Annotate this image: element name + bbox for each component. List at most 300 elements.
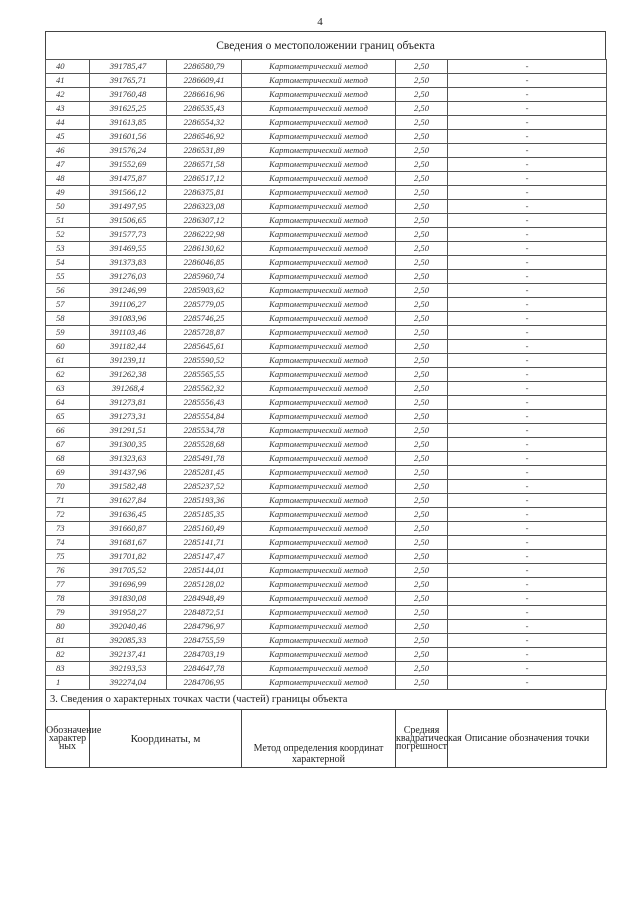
cell-method: Картометрический метод [242, 606, 396, 620]
cell-point-number: 80 [46, 620, 90, 634]
cell-coord-y: 2285903,62 [167, 284, 242, 298]
cell-description: - [448, 578, 607, 592]
table-row [46, 228, 607, 242]
table-row [46, 130, 607, 144]
cell-coord-x: 391262,38 [90, 368, 167, 382]
cell-coord-x: 391273,31 [90, 410, 167, 424]
cell-coord-y: 2285556,43 [167, 396, 242, 410]
cell-point-number: 53 [46, 242, 90, 256]
table-row [46, 102, 607, 116]
cell-coord-x: 391469,55 [90, 242, 167, 256]
cell-coord-y: 2285193,36 [167, 494, 242, 508]
cell-coord-x: 391576,24 [90, 144, 167, 158]
cell-point-number: 59 [46, 326, 90, 340]
table-row [46, 256, 607, 270]
cell-point-number: 75 [46, 550, 90, 564]
cell-coord-y: 2286517,12 [167, 172, 242, 186]
cell-point-number: 83 [46, 662, 90, 676]
cell-point-number: 50 [46, 200, 90, 214]
table-row [46, 284, 607, 298]
cell-coord-y: 2286616,96 [167, 88, 242, 102]
cell-coord-x: 391785,47 [90, 60, 167, 74]
cell-description: - [448, 200, 607, 214]
cell-point-number: 55 [46, 270, 90, 284]
cell-coord-x: 391625,25 [90, 102, 167, 116]
table-row [46, 578, 607, 592]
cell-coord-x: 391106,27 [90, 298, 167, 312]
cell-point-number: 49 [46, 186, 90, 200]
cell-description: - [448, 424, 607, 438]
cell-coord-x: 391765,71 [90, 74, 167, 88]
cell-method: Картометрический метод [242, 242, 396, 256]
cell-coord-y: 2286609,41 [167, 74, 242, 88]
cell-method: Картометрический метод [242, 438, 396, 452]
cell-description: - [448, 354, 607, 368]
cell-coord-y: 2285141,71 [167, 536, 242, 550]
cell-coord-x: 391627,84 [90, 494, 167, 508]
table-row [46, 620, 607, 634]
table-row [46, 242, 607, 256]
table-row [46, 522, 607, 536]
section-title: Сведения о местоположении границ объекта [45, 31, 606, 59]
table-row [46, 312, 607, 326]
cell-point-number: 69 [46, 466, 90, 480]
cell-error: 2,50 [396, 452, 448, 466]
cell-method: Картометрический метод [242, 536, 396, 550]
cell-coord-x: 391437,96 [90, 466, 167, 480]
cell-coord-y: 2286323,08 [167, 200, 242, 214]
cell-description: - [448, 648, 607, 662]
cell-error: 2,50 [396, 326, 448, 340]
cell-description: - [448, 228, 607, 242]
cell-description: - [448, 382, 607, 396]
cell-coord-x: 392137,41 [90, 648, 167, 662]
cell-coord-y: 2285237,52 [167, 480, 242, 494]
table-row [46, 186, 607, 200]
cell-description: - [448, 214, 607, 228]
part-points-table-header [45, 710, 607, 768]
cell-description: - [448, 522, 607, 536]
cell-method: Картометрический метод [242, 592, 396, 606]
cell-coord-y: 2285960,74 [167, 270, 242, 284]
cell-method: Картометрический метод [242, 256, 396, 270]
cell-description: - [448, 158, 607, 172]
table-row [46, 396, 607, 410]
cell-coord-y: 2284703,19 [167, 648, 242, 662]
cell-coord-x: 391582,48 [90, 480, 167, 494]
cell-method: Картометрический метод [242, 312, 396, 326]
table-row [46, 662, 607, 676]
cell-coord-x: 391323,63 [90, 452, 167, 466]
table-row [46, 592, 607, 606]
cell-method: Картометрический метод [242, 214, 396, 228]
cell-coord-x: 391681,67 [90, 536, 167, 550]
cell-method: Картометрический метод [242, 466, 396, 480]
cell-coord-y: 2286546,92 [167, 130, 242, 144]
cell-coord-y: 2284755,59 [167, 634, 242, 648]
cell-coord-x: 391705,52 [90, 564, 167, 578]
cell-coord-y: 2285528,68 [167, 438, 242, 452]
cell-point-number: 46 [46, 144, 90, 158]
cell-coord-x: 391552,69 [90, 158, 167, 172]
cell-description: - [448, 536, 607, 550]
cell-description: - [448, 130, 607, 144]
cell-coord-y: 2285590,52 [167, 354, 242, 368]
header-method: Метод определения координат характерной [242, 710, 396, 768]
cell-coord-y: 2286580,79 [167, 60, 242, 74]
cell-coord-y: 2285746,25 [167, 312, 242, 326]
table-row [46, 382, 607, 396]
table-row [46, 536, 607, 550]
cell-coord-y: 2285565,55 [167, 368, 242, 382]
cell-error: 2,50 [396, 214, 448, 228]
table-row [46, 648, 607, 662]
cell-description: - [448, 410, 607, 424]
cell-coord-y: 2284647,78 [167, 662, 242, 676]
cell-description: - [448, 186, 607, 200]
cell-point-number: 71 [46, 494, 90, 508]
cell-description: - [448, 620, 607, 634]
cell-coord-x: 391239,11 [90, 354, 167, 368]
cell-coord-x: 391300,35 [90, 438, 167, 452]
cell-error: 2,50 [396, 270, 448, 284]
cell-coord-x: 391246,99 [90, 284, 167, 298]
cell-method: Картометрический метод [242, 634, 396, 648]
cell-point-number: 68 [46, 452, 90, 466]
cell-method: Картометрический метод [242, 270, 396, 284]
cell-error: 2,50 [396, 298, 448, 312]
cell-error: 2,50 [396, 648, 448, 662]
cell-point-number: 54 [46, 256, 90, 270]
cell-coord-x: 391760,48 [90, 88, 167, 102]
cell-coord-x: 391601,56 [90, 130, 167, 144]
cell-error: 2,50 [396, 508, 448, 522]
cell-coord-y: 2286571,58 [167, 158, 242, 172]
cell-method: Картометрический метод [242, 326, 396, 340]
document-sheet [45, 31, 606, 768]
cell-description: - [448, 144, 607, 158]
cell-method: Картометрический метод [242, 648, 396, 662]
table-row [46, 494, 607, 508]
cell-coord-y: 2286375,81 [167, 186, 242, 200]
cell-description: - [448, 298, 607, 312]
cell-method: Картометрический метод [242, 116, 396, 130]
cell-method: Картометрический метод [242, 382, 396, 396]
cell-point-number: 58 [46, 312, 90, 326]
cell-description: - [448, 340, 607, 354]
cell-error: 2,50 [396, 466, 448, 480]
header-coordinates: Координаты, м [90, 710, 242, 768]
cell-error: 2,50 [396, 256, 448, 270]
cell-error: 2,50 [396, 172, 448, 186]
cell-description: - [448, 592, 607, 606]
cell-point-number: 72 [46, 508, 90, 522]
cell-method: Картометрический метод [242, 88, 396, 102]
table-row [46, 74, 607, 88]
cell-error: 2,50 [396, 228, 448, 242]
cell-description: - [448, 326, 607, 340]
cell-error: 2,50 [396, 634, 448, 648]
cell-error: 2,50 [396, 620, 448, 634]
cell-method: Картометрический метод [242, 662, 396, 676]
cell-coord-y: 2284872,51 [167, 606, 242, 620]
cell-coord-x: 391613,85 [90, 116, 167, 130]
cell-coord-x: 392274,04 [90, 676, 167, 690]
cell-error: 2,50 [396, 592, 448, 606]
table-row [46, 564, 607, 578]
table-row [46, 480, 607, 494]
cell-error: 2,50 [396, 60, 448, 74]
cell-error: 2,50 [396, 564, 448, 578]
cell-method: Картометрический метод [242, 298, 396, 312]
cell-coord-x: 391273,81 [90, 396, 167, 410]
cell-point-number: 48 [46, 172, 90, 186]
cell-error: 2,50 [396, 410, 448, 424]
cell-point-number: 60 [46, 340, 90, 354]
cell-method: Картометрический метод [242, 424, 396, 438]
table-row [46, 368, 607, 382]
cell-coord-x: 391497,95 [90, 200, 167, 214]
boundary-points-table [45, 59, 607, 690]
cell-error: 2,50 [396, 494, 448, 508]
cell-point-number: 63 [46, 382, 90, 396]
cell-method: Картометрический метод [242, 74, 396, 88]
cell-point-number: 41 [46, 74, 90, 88]
cell-method: Картометрический метод [242, 452, 396, 466]
cell-description: - [448, 102, 607, 116]
header-point-description: Описание обозначения точки [448, 710, 607, 768]
cell-method: Картометрический метод [242, 620, 396, 634]
cell-coord-x: 391577,73 [90, 228, 167, 242]
cell-point-number: 1 [46, 676, 90, 690]
cell-method: Картометрический метод [242, 186, 396, 200]
table-row [46, 158, 607, 172]
cell-error: 2,50 [396, 438, 448, 452]
cell-coord-y: 2285185,35 [167, 508, 242, 522]
cell-method: Картометрический метод [242, 130, 396, 144]
table-row [46, 354, 607, 368]
cell-point-number: 73 [46, 522, 90, 536]
cell-coord-x: 391958,27 [90, 606, 167, 620]
cell-coord-x: 391182,44 [90, 340, 167, 354]
cell-coord-y: 2286554,32 [167, 116, 242, 130]
table-row [46, 116, 607, 130]
cell-error: 2,50 [396, 312, 448, 326]
cell-coord-y: 2285562,32 [167, 382, 242, 396]
cell-coord-x: 391103,46 [90, 326, 167, 340]
cell-description: - [448, 172, 607, 186]
cell-point-number: 57 [46, 298, 90, 312]
table-row [46, 298, 607, 312]
cell-coord-x: 391291,51 [90, 424, 167, 438]
cell-description: - [448, 60, 607, 74]
table-row [46, 452, 607, 466]
cell-description: - [448, 88, 607, 102]
cell-coord-x: 391701,82 [90, 550, 167, 564]
cell-method: Картометрический метод [242, 368, 396, 382]
cell-point-number: 44 [46, 116, 90, 130]
cell-point-number: 78 [46, 592, 90, 606]
cell-description: - [448, 284, 607, 298]
cell-error: 2,50 [396, 578, 448, 592]
cell-method: Картометрический метод [242, 578, 396, 592]
cell-method: Картометрический метод [242, 564, 396, 578]
cell-point-number: 76 [46, 564, 90, 578]
cell-description: - [448, 508, 607, 522]
cell-method: Картометрический метод [242, 676, 396, 690]
table-row [46, 326, 607, 340]
table-row [46, 200, 607, 214]
cell-error: 2,50 [396, 200, 448, 214]
cell-coord-y: 2285728,87 [167, 326, 242, 340]
cell-error: 2,50 [396, 158, 448, 172]
cell-point-number: 62 [46, 368, 90, 382]
cell-error: 2,50 [396, 116, 448, 130]
cell-coord-x: 392085,33 [90, 634, 167, 648]
cell-method: Картометрический метод [242, 284, 396, 298]
cell-description: - [448, 396, 607, 410]
cell-coord-y: 2285645,61 [167, 340, 242, 354]
table-row [46, 634, 607, 648]
table-row [46, 172, 607, 186]
cell-point-number: 74 [46, 536, 90, 550]
cell-method: Картометрический метод [242, 522, 396, 536]
table-row [46, 606, 607, 620]
cell-description: - [448, 550, 607, 564]
header-mean-error: Средняя квадратическая погрешност [396, 710, 448, 768]
cell-point-number: 45 [46, 130, 90, 144]
cell-error: 2,50 [396, 88, 448, 102]
cell-error: 2,50 [396, 242, 448, 256]
cell-point-number: 40 [46, 60, 90, 74]
cell-description: - [448, 662, 607, 676]
table-row [46, 676, 607, 690]
cell-point-number: 43 [46, 102, 90, 116]
cell-point-number: 65 [46, 410, 90, 424]
cell-description: - [448, 480, 607, 494]
cell-coord-y: 2284948,49 [167, 592, 242, 606]
cell-description: - [448, 242, 607, 256]
cell-coord-x: 392040,46 [90, 620, 167, 634]
cell-method: Картометрический метод [242, 494, 396, 508]
table-row [46, 214, 607, 228]
cell-coord-x: 391475,87 [90, 172, 167, 186]
cell-method: Картометрический метод [242, 228, 396, 242]
cell-coord-x: 391276,03 [90, 270, 167, 284]
cell-description: - [448, 452, 607, 466]
cell-coord-y: 2286535,43 [167, 102, 242, 116]
cell-coord-y: 2285779,05 [167, 298, 242, 312]
cell-coord-y: 2286531,89 [167, 144, 242, 158]
cell-error: 2,50 [396, 144, 448, 158]
cell-error: 2,50 [396, 662, 448, 676]
cell-description: - [448, 312, 607, 326]
cell-description: - [448, 466, 607, 480]
cell-coord-y: 2285534,78 [167, 424, 242, 438]
cell-coord-y: 2286222,98 [167, 228, 242, 242]
cell-error: 2,50 [396, 284, 448, 298]
cell-method: Картометрический метод [242, 550, 396, 564]
table-row [46, 340, 607, 354]
cell-point-number: 64 [46, 396, 90, 410]
cell-description: - [448, 438, 607, 452]
cell-point-number: 70 [46, 480, 90, 494]
table-row [46, 410, 607, 424]
cell-error: 2,50 [396, 130, 448, 144]
table-row [46, 144, 607, 158]
cell-method: Картометрический метод [242, 200, 396, 214]
cell-coord-x: 391696,99 [90, 578, 167, 592]
cell-point-number: 77 [46, 578, 90, 592]
cell-error: 2,50 [396, 480, 448, 494]
cell-error: 2,50 [396, 186, 448, 200]
cell-description: - [448, 676, 607, 690]
cell-method: Картометрический метод [242, 354, 396, 368]
cell-coord-x: 391830,08 [90, 592, 167, 606]
cell-coord-x: 391506,65 [90, 214, 167, 228]
cell-coord-y: 2285160,49 [167, 522, 242, 536]
cell-coord-y: 2285128,02 [167, 578, 242, 592]
cell-coord-x: 391660,87 [90, 522, 167, 536]
cell-description: - [448, 494, 607, 508]
cell-method: Картометрический метод [242, 102, 396, 116]
cell-point-number: 66 [46, 424, 90, 438]
table-row [46, 60, 607, 74]
table-row [46, 438, 607, 452]
cell-coord-y: 2285281,45 [167, 466, 242, 480]
cell-point-number: 42 [46, 88, 90, 102]
cell-coord-y: 2285491,78 [167, 452, 242, 466]
cell-coord-y: 2284706,95 [167, 676, 242, 690]
cell-description: - [448, 634, 607, 648]
cell-error: 2,50 [396, 382, 448, 396]
cell-method: Картометрический метод [242, 144, 396, 158]
cell-error: 2,50 [396, 606, 448, 620]
cell-coord-y: 2286307,12 [167, 214, 242, 228]
page-number: 4 [317, 16, 323, 28]
cell-error: 2,50 [396, 522, 448, 536]
cell-error: 2,50 [396, 536, 448, 550]
cell-error: 2,50 [396, 368, 448, 382]
cell-error: 2,50 [396, 340, 448, 354]
cell-method: Картометрический метод [242, 410, 396, 424]
cell-coord-x: 391373,83 [90, 256, 167, 270]
cell-point-number: 61 [46, 354, 90, 368]
cell-point-number: 82 [46, 648, 90, 662]
cell-point-number: 51 [46, 214, 90, 228]
cell-coord-x: 391566,12 [90, 186, 167, 200]
cell-description: - [448, 256, 607, 270]
cell-description: - [448, 606, 607, 620]
cell-coord-y: 2286130,62 [167, 242, 242, 256]
cell-coord-y: 2284796,97 [167, 620, 242, 634]
table-row [46, 270, 607, 284]
table-row [46, 550, 607, 564]
cell-coord-y: 2285144,01 [167, 564, 242, 578]
cell-point-number: 52 [46, 228, 90, 242]
table-row [46, 508, 607, 522]
cell-point-number: 81 [46, 634, 90, 648]
cell-error: 2,50 [396, 396, 448, 410]
cell-method: Картометрический метод [242, 172, 396, 186]
cell-description: - [448, 368, 607, 382]
cell-error: 2,50 [396, 74, 448, 88]
cell-coord-x: 391268,4 [90, 382, 167, 396]
cell-coord-y: 2285554,84 [167, 410, 242, 424]
cell-method: Картометрический метод [242, 480, 396, 494]
cell-error: 2,50 [396, 424, 448, 438]
cell-error: 2,50 [396, 676, 448, 690]
